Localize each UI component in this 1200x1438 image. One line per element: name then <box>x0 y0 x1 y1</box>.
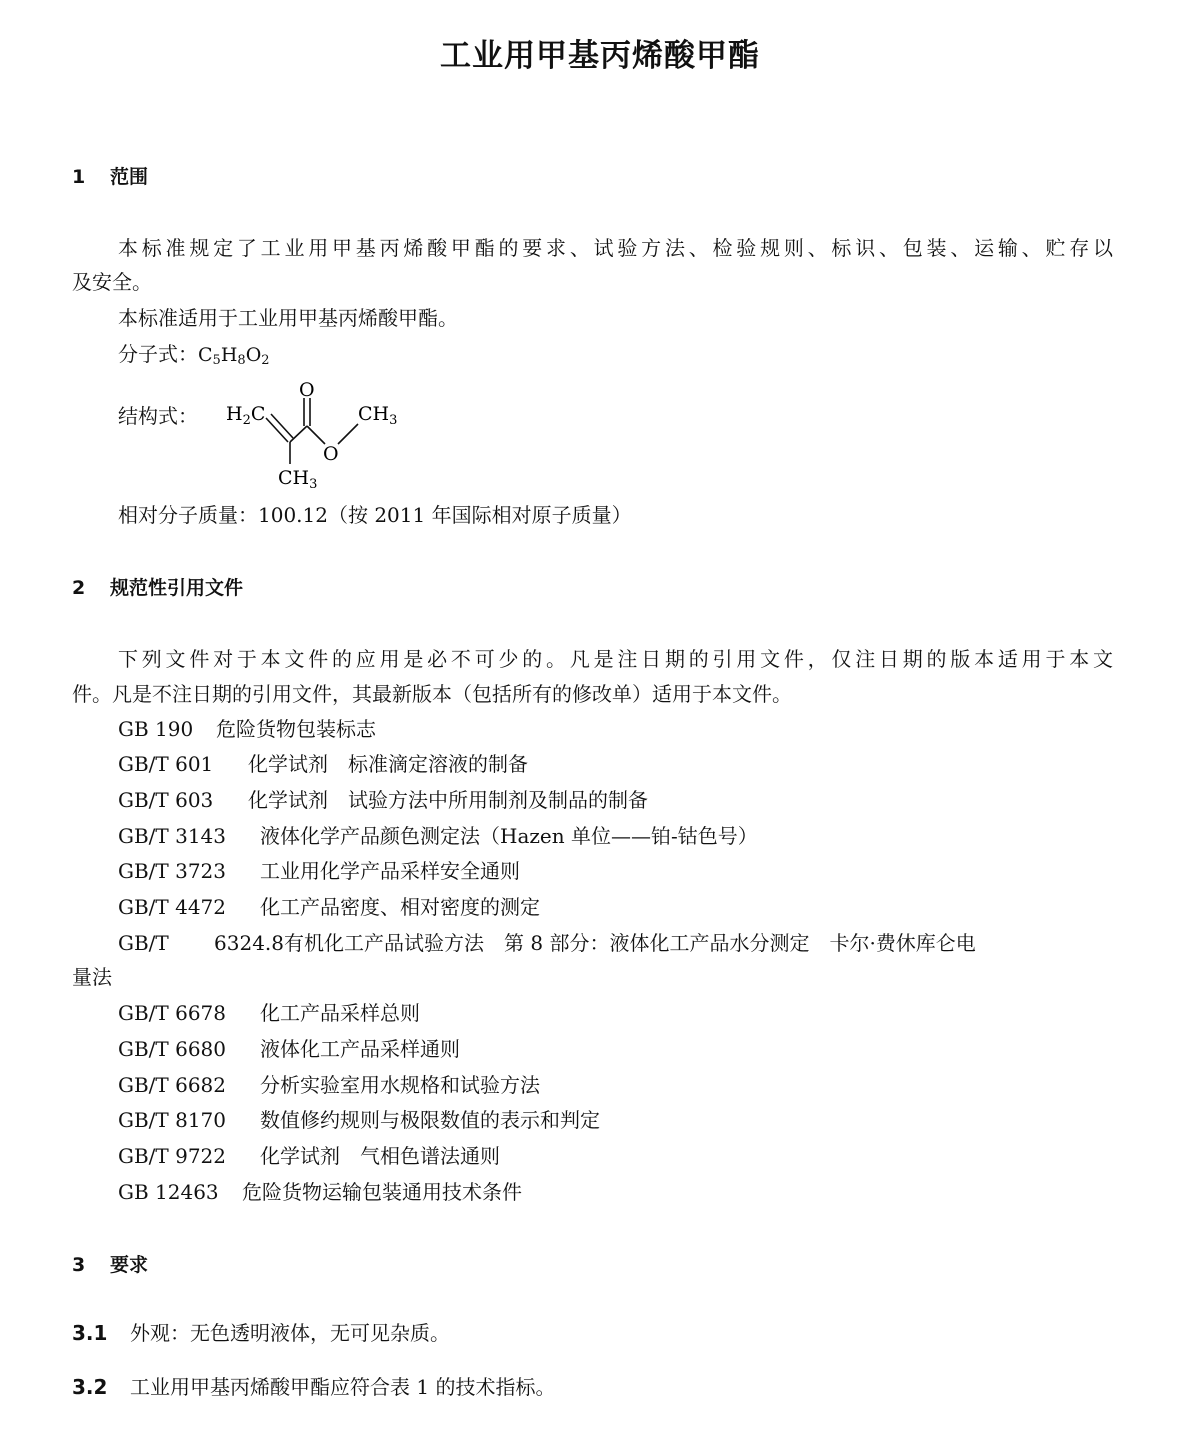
structure-ch3-right: $CH_3$ <box>358 403 398 428</box>
reference-code: GB/T 6678 <box>118 1001 227 1025</box>
references-intro-line-2: 件。凡是不注日期的引用文件，其最新版本（包括所有的修改单）适用于本文件。 <box>72 682 792 706</box>
section-1-number: 1 <box>72 166 86 188</box>
requirement-item <box>72 1321 450 1345</box>
reference-title: 化学试剂 试验方法中所用制剂及制品的制备 <box>248 788 648 812</box>
reference-item <box>118 1037 460 1061</box>
scope-paragraph-line-1: 本标准规定了工业用甲基丙烯酸甲酯的要求、试验方法、检验规则、标识、包装、运输、贮存以 <box>118 236 1113 260</box>
reference-title: 分析实验室用水规格和试验方法 <box>260 1073 540 1097</box>
requirement-text: 工业用甲基丙烯酸甲酯应符合表 1 的技术指标。 <box>130 1375 556 1399</box>
requirement-number: 3.1 <box>72 1321 108 1345</box>
structure-o-top: O <box>299 379 315 401</box>
reference-code: GB 12463 <box>118 1180 219 1204</box>
structure-o-ester: O <box>323 443 339 465</box>
structure-bonds <box>118 372 438 497</box>
reference-item <box>118 931 1113 955</box>
reference-code: GB/T 6680 <box>118 1037 227 1061</box>
reference-title: 化学试剂 气相色谱法通则 <box>260 1144 500 1168</box>
reference-item <box>118 1073 540 1097</box>
reference-title: 液体化学产品颜色测定法（Hazen 单位——铂-钴色号） <box>260 824 758 848</box>
section-1-title: 范围 <box>110 166 149 188</box>
section-2-title: 规范性引用文件 <box>110 577 244 599</box>
reference-item <box>118 1108 600 1132</box>
requirement-text: 外观：无色透明液体，无可见杂质。 <box>130 1321 450 1345</box>
reference-item <box>118 824 758 848</box>
reference-title: 化学试剂 标准滴定溶液的制备 <box>248 752 528 776</box>
reference-code: GB/T 6682 <box>118 1073 227 1097</box>
section-3-heading <box>72 1250 148 1277</box>
section-1-heading <box>72 162 148 189</box>
reference-code: GB/T 8170 <box>118 1108 227 1132</box>
reference-title: 液体化工产品采样通则 <box>260 1037 460 1061</box>
structure-label: 结构式： <box>118 404 198 428</box>
reference-title: 数值修约规则与极限数值的表示和判定 <box>260 1108 600 1132</box>
reference-code: GB/T 4472 <box>118 895 227 919</box>
reference-code: GB/T 9722 <box>118 1144 227 1168</box>
reference-continuation: 量法 <box>72 965 112 989</box>
reference-code: GB/T 3723 <box>118 859 227 883</box>
molecular-formula: 分子式：$C_5H_8O_2$ <box>118 342 270 368</box>
reference-code: GB/T 3143 <box>118 824 227 848</box>
reference-title: 危险货物运输包装通用技术条件 <box>242 1180 522 1204</box>
reference-item <box>118 752 528 776</box>
formula-label: 分子式： <box>118 342 198 366</box>
structure-ch3-bottom: $CH_3$ <box>278 467 318 492</box>
reference-item <box>118 1001 420 1025</box>
reference-code: GB 190 <box>118 717 194 741</box>
scope-applicability: 本标准适用于工业用甲基丙烯酸甲酯。 <box>118 306 458 330</box>
reference-title: 工业用化学产品采样安全通则 <box>260 859 520 883</box>
reference-title: 有机化工产品试验方法 第 8 部分：液体化工产品水分测定 卡尔·费休库仑电 <box>284 931 976 955</box>
section-3-number: 3 <box>72 1254 86 1276</box>
reference-title: 化工产品密度、相对密度的测定 <box>260 895 540 919</box>
reference-code: GB/T 603 <box>118 788 214 812</box>
scope-paragraph-line-2: 及安全。 <box>72 270 152 294</box>
requirement-item <box>72 1375 555 1399</box>
document-title: 工业用甲基丙烯酸甲酯 <box>440 38 760 74</box>
reference-code: GB/T 6324.8 <box>118 931 284 955</box>
reference-item <box>118 859 520 883</box>
reference-code: GB/T 601 <box>118 752 214 776</box>
section-2-number: 2 <box>72 577 86 599</box>
requirement-number: 3.2 <box>72 1375 108 1399</box>
structural-formula <box>118 372 438 497</box>
structure-h2c: $H_2C$ <box>226 403 266 428</box>
relative-molecular-mass: 相对分子质量：100.12（按 2011 年国际相对原子质量） <box>118 503 632 527</box>
section-2-heading <box>72 573 243 600</box>
reference-title: 化工产品采样总则 <box>260 1001 420 1025</box>
reference-item <box>118 1144 500 1168</box>
reference-item <box>118 1180 522 1204</box>
reference-item <box>118 717 376 741</box>
reference-item <box>118 895 540 919</box>
references-intro-line-1: 下列文件对于本文件的应用是必不可少的。凡是注日期的引用文件，仅注日期的版本适用于本文 <box>118 647 1113 671</box>
reference-item <box>118 788 648 812</box>
reference-title: 危险货物包装标志 <box>216 717 376 741</box>
section-3-title: 要求 <box>110 1254 149 1276</box>
